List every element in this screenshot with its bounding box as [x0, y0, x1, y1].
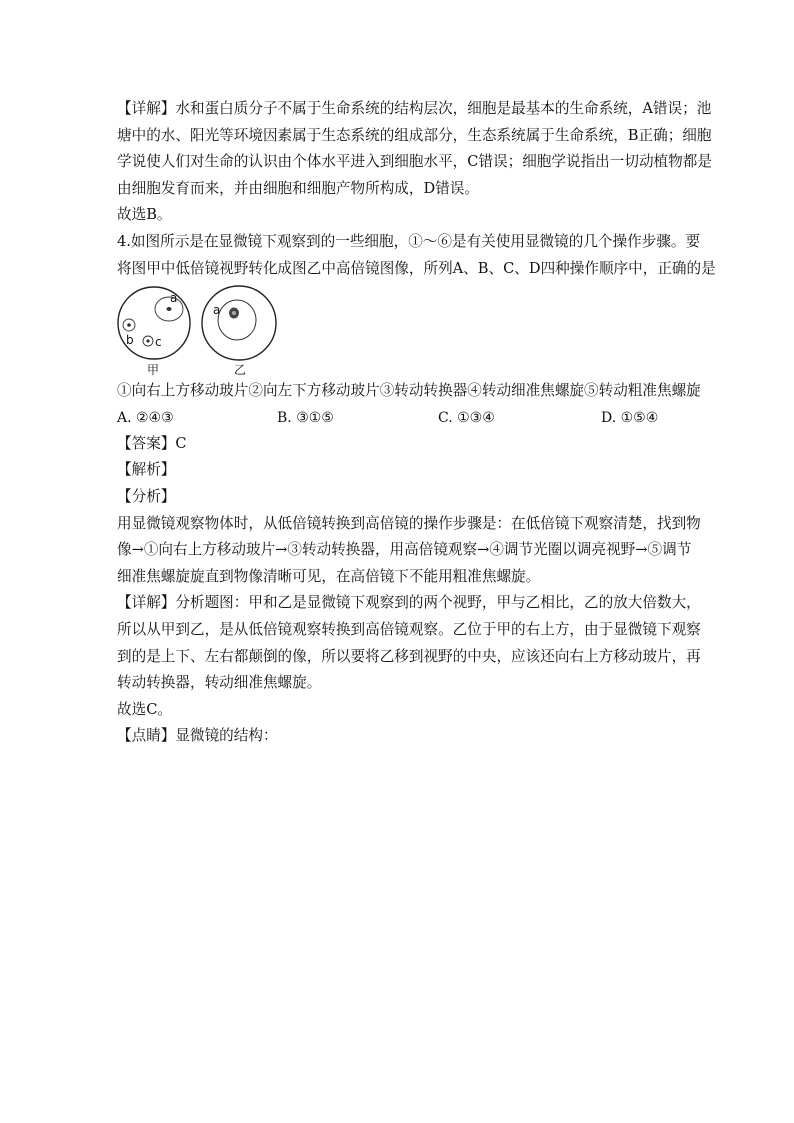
text-line: 4.如图所示是在显微镜下观察到的一些细胞，①～⑥是有关使用显微镜的几个操作步骤。要: [117, 232, 701, 250]
cell-a-yi: [218, 300, 256, 340]
field-jia-circle: [118, 287, 190, 359]
microscope-figure: [117, 284, 357, 376]
text-line: 转动转换器，转动细准焦螺旋。: [117, 674, 322, 692]
text-line: 学说使人们对生命的认识由个体水平进入到细胞水平，C错误；细胞学说指出一切动植物都是: [117, 153, 712, 171]
previous-detail-paragraph: [117, 96, 712, 202]
text-line: 【详解】水和蛋白质分子不属于生命系统的结构层次，细胞是最基本的生命系统，A错误；池: [117, 100, 712, 117]
text-line: 像→①向右上方移动玻片→③转动转换器，用高倍镜观察→④调节光圈以调亮视野→⑤调节: [117, 541, 692, 559]
option-d: D. ①⑤④: [601, 409, 659, 426]
option-c: C. ①③④: [438, 409, 495, 426]
text-line: 用显微镜观察物体时，从低倍镜转换到高倍镜的操作步骤是：在低倍镜下观察清楚，找到物: [117, 514, 701, 532]
label-a-yi: a: [213, 303, 221, 318]
text-line: 塘中的水、阳光等环境因素属于生态系统的组成部分，生态系统属于生命系统，B正确；细胞: [117, 126, 712, 144]
answer-options: [117, 405, 683, 431]
detail-paragraph: [117, 590, 701, 696]
nucleolus-a-yi: [232, 311, 236, 315]
analysis-header: 【解析】: [117, 461, 176, 479]
operation-steps: ①向右上方移动玻片②向左下方移动玻片③转动转换器④转动细准焦螺旋⑤转动粗准焦螺旋: [117, 382, 701, 400]
conclusion-line: 故选C。: [117, 700, 172, 718]
text-line: 细准焦螺旋旋直到物像清晰可见，在高倍镜下不能用粗准焦螺旋。: [117, 567, 541, 585]
nucleus-c-jia: [146, 340, 149, 343]
field-yi-circle: [202, 286, 276, 360]
text-line: 所以从甲到乙，是从低倍镜观察转换到高倍镜观察。乙位于甲的右上方，由于显微镜下观察: [117, 620, 701, 638]
label-c-jia: c: [155, 335, 162, 350]
caption-jia: 甲: [147, 363, 160, 378]
label-a-jia: a: [170, 291, 178, 306]
text-line: 将图甲中低倍镜视野转化成图乙中高倍镜图像，所列A、B、C、D四种操作顺序中，正确的是: [117, 259, 716, 277]
nucleus-a-jia: [167, 307, 172, 311]
nucleus-b-jia: [127, 323, 131, 327]
fenxi-header: 【分析】: [117, 487, 176, 505]
document-page: [117, 96, 716, 750]
option-a: A. ②④③: [117, 409, 174, 426]
question-stem: [117, 229, 716, 282]
option-b: B. ③①⑤: [277, 409, 334, 426]
text-line: 【详解】分析题图：甲和乙是显微镜下观察到的两个视野，甲与乙相比，乙的放大倍数大，: [117, 594, 701, 612]
text-line: 到的是上下、左右都颠倒的像，所以要将乙移到视野的中央，应该还向右上方移动玻片，再: [117, 647, 701, 665]
previous-conclusion: 故选B。: [117, 206, 172, 224]
caption-yi: 乙: [234, 363, 247, 378]
label-b-jia: b: [126, 333, 134, 348]
dianjing-line: 【点睛】显微镜的结构：: [117, 727, 278, 745]
fenxi-paragraph: [117, 511, 701, 591]
text-line: 由细胞发育而来，并由细胞和细胞产物所构成，D错误。: [117, 179, 479, 197]
answer-line: 【答案】C: [117, 434, 187, 452]
